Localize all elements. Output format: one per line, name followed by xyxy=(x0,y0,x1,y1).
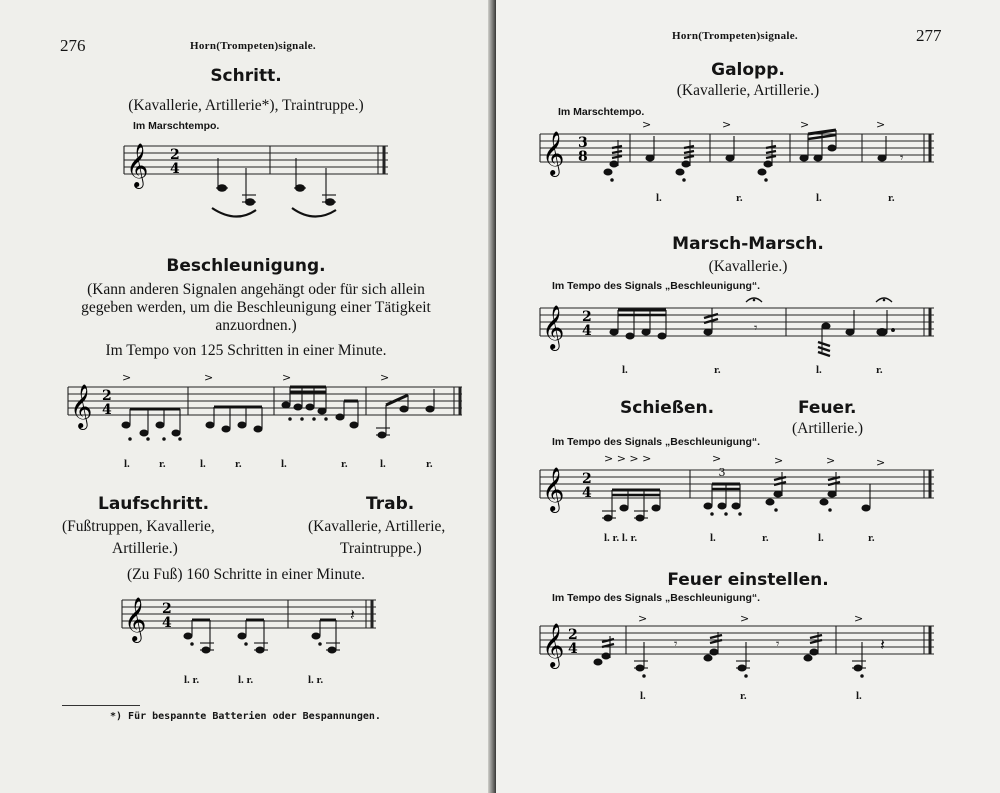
left-page xyxy=(0,0,492,793)
music-staff-laufschritt-trab xyxy=(118,590,380,670)
svg-text:2: 2 xyxy=(582,471,592,487)
section-subtitle-marsch-marsch: (Kavallerie.) xyxy=(708,258,788,275)
label-r: r. xyxy=(341,458,348,470)
label-r: r. xyxy=(714,364,721,376)
svg-text:>: > xyxy=(722,118,732,131)
section-title-beschleunigung: Beschleunigung. xyxy=(166,256,326,276)
svg-text:>: > xyxy=(282,371,292,384)
page-number: 276 xyxy=(60,36,86,55)
svg-text:𝄞: 𝄞 xyxy=(124,597,147,641)
section-title-feuer-einstellen: Feuer einstellen. xyxy=(667,570,829,590)
section-title-schiessen: Schießen. xyxy=(620,398,715,418)
treble-clef-icon xyxy=(124,597,146,643)
footnote: *) Für bespannte Batterien oder Bespannungen. xyxy=(110,711,381,722)
svg-text:> > > >: > > > > xyxy=(604,452,652,465)
label-l: l. xyxy=(816,192,822,204)
footnote-rule xyxy=(62,705,140,706)
svg-text:>: > xyxy=(826,454,836,467)
svg-text:4: 4 xyxy=(102,402,112,418)
label-l: l. xyxy=(281,458,287,470)
section-title-feuer: Feuer. xyxy=(798,398,857,418)
svg-text:>: > xyxy=(876,456,886,469)
svg-text:4: 4 xyxy=(582,485,592,501)
section-subtitle-feuer: (Artillerie.) xyxy=(792,420,864,437)
section-subtitle-galopp: (Kavallerie, Artillerie.) xyxy=(676,82,820,99)
section-subtitle-trab: Traintruppe.) xyxy=(340,540,422,557)
label-r: r. xyxy=(868,532,875,544)
eighth-rest-icon: 𝄾 xyxy=(754,321,758,336)
svg-text:>: > xyxy=(774,454,784,467)
music-staff-schiessen-feuer xyxy=(536,450,938,530)
svg-text:3: 3 xyxy=(578,135,588,151)
music-staff-marsch-marsch xyxy=(536,296,938,368)
section-subtitle-trab: (Kavallerie, Artillerie, xyxy=(308,518,446,535)
tempo-marking: Im Tempo des Signals „Beschleunigung“. xyxy=(552,280,761,292)
svg-text:>: > xyxy=(854,612,864,625)
music-staff-schritt xyxy=(120,138,392,228)
treble-clef-icon xyxy=(126,143,148,189)
svg-text:>: > xyxy=(876,118,886,131)
label-lrlr: l. r. l. r. xyxy=(604,532,638,544)
label-l: l. xyxy=(856,690,862,702)
section-title-galopp: Galopp. xyxy=(711,60,785,80)
tempo-marking: Im Marschtempo. xyxy=(558,106,645,118)
label-r: r. xyxy=(736,192,743,204)
treble-clef-icon xyxy=(70,384,92,430)
svg-text:𝄞: 𝄞 xyxy=(542,467,565,511)
section-title-marsch-marsch: Marsch-Marsch. xyxy=(672,234,824,254)
music-staff-feuer-einstellen xyxy=(536,606,938,696)
section-subtitle-schritt: (Kavallerie, Artillerie*), Traintruppe.) xyxy=(128,97,364,114)
treble-clef-icon xyxy=(542,623,564,669)
svg-text:>: > xyxy=(642,118,652,131)
svg-text:2: 2 xyxy=(162,601,172,617)
label-l: l. xyxy=(622,364,628,376)
svg-text:4: 4 xyxy=(568,641,578,657)
music-staff-beschleunigung xyxy=(64,373,466,453)
label-r: r. xyxy=(235,458,242,470)
svg-text:2: 2 xyxy=(170,147,180,163)
svg-text:>: > xyxy=(740,612,750,625)
section-title-trab: Trab. xyxy=(366,494,415,514)
svg-text:𝄞: 𝄞 xyxy=(126,143,149,187)
label-l: l. xyxy=(124,458,130,470)
svg-text:>: > xyxy=(380,371,390,384)
quarter-rest-icon: 𝄽 xyxy=(350,605,355,624)
section-subtitle-laufschritt: (Fußtruppen, Kavallerie, xyxy=(62,518,215,535)
treble-clef-icon xyxy=(542,467,564,513)
music-staff-galopp xyxy=(536,120,938,190)
svg-text:>: > xyxy=(712,452,722,465)
section-title-laufschritt: Laufschritt. xyxy=(98,494,210,514)
label-l: l. xyxy=(816,364,822,376)
svg-text:4: 4 xyxy=(162,615,172,631)
tempo-marking: (Zu Fuß) 160 Schritte in einer Minute. xyxy=(126,566,366,583)
label-r: r. xyxy=(762,532,769,544)
triplet-mark: 3 xyxy=(718,466,726,479)
label-r: r. xyxy=(740,690,747,702)
quarter-rest-icon: 𝄽 xyxy=(880,635,885,654)
label-l: l. xyxy=(656,192,662,204)
svg-text:>: > xyxy=(204,371,214,384)
label-l: l. xyxy=(710,532,716,544)
eighth-rest-icon: 𝄾 xyxy=(900,151,904,166)
label-lr: l. r. xyxy=(238,674,254,686)
svg-text:>: > xyxy=(122,371,132,384)
label-l: l. xyxy=(200,458,206,470)
svg-text:𝄞: 𝄞 xyxy=(70,384,93,428)
running-head: Horn(Trompeten)signale. xyxy=(672,30,798,42)
label-lr: l. r. xyxy=(184,674,200,686)
svg-text:2: 2 xyxy=(582,309,592,325)
label-l: l. xyxy=(380,458,386,470)
running-head: Horn(Trompeten)signale. xyxy=(190,40,316,52)
label-r: r. xyxy=(888,192,895,204)
svg-text:>: > xyxy=(638,612,648,625)
treble-clef-icon xyxy=(542,131,564,177)
svg-text:𝄞: 𝄞 xyxy=(542,131,565,175)
svg-text:𝄞: 𝄞 xyxy=(542,305,565,349)
tempo-marking: Im Tempo des Signals „Beschleunigung“. xyxy=(552,436,761,448)
section-description-beschleunigung: (Kann anderen Signalen angehängt oder für sich allein gegeben werden, um die Beschleunigung einer Tätigkeit anzuordnen.) xyxy=(81,281,431,334)
label-r: r. xyxy=(426,458,433,470)
section-subtitle-laufschritt: Artillerie.) xyxy=(112,540,178,557)
svg-text:4: 4 xyxy=(170,161,180,177)
svg-text:𝄞: 𝄞 xyxy=(542,623,565,667)
tempo-marking: Im Tempo von 125 Schritten in einer Minute. xyxy=(105,342,387,359)
eighth-rest-icon: 𝄾 xyxy=(674,637,678,652)
svg-text:2: 2 xyxy=(102,388,112,404)
svg-text:8: 8 xyxy=(578,149,588,165)
label-r: r. xyxy=(876,364,883,376)
section-title-schritt: Schritt. xyxy=(210,66,282,86)
page-number: 277 xyxy=(916,26,942,45)
label-r: r. xyxy=(159,458,166,470)
treble-clef-icon xyxy=(542,305,564,351)
label-lr: l. r. xyxy=(308,674,324,686)
svg-text:4: 4 xyxy=(582,323,592,339)
label-l: l. xyxy=(818,532,824,544)
right-page xyxy=(496,0,1000,793)
eighth-rest-icon: 𝄾 xyxy=(776,637,780,652)
tempo-marking: Im Marschtempo. xyxy=(133,120,220,132)
tempo-marking: Im Tempo des Signals „Beschleunigung“. xyxy=(552,592,761,604)
svg-text:2: 2 xyxy=(568,627,578,643)
label-l: l. xyxy=(640,690,646,702)
svg-text:>: > xyxy=(800,118,810,131)
